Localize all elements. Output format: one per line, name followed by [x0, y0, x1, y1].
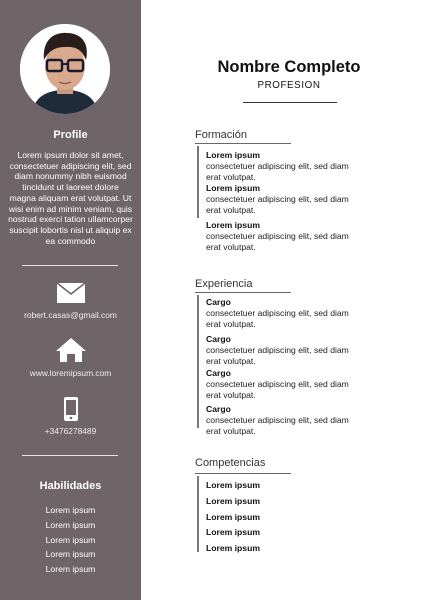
entry-title: Lorem ipsum	[206, 220, 260, 230]
skill-item: Lorem ipsum	[45, 505, 96, 515]
competencia-item: Lorem ipsum	[206, 527, 260, 537]
section-bar	[197, 476, 199, 552]
skills-list	[0, 503, 141, 577]
formacion-entry	[206, 150, 366, 182]
entry-description: consectetuer adipiscing elit, sed diam erat volutpat.	[206, 161, 349, 182]
competencia-item: Lorem ipsum	[206, 543, 260, 553]
entry-description: consectetuer adipiscing elit, sed diam erat volutpat.	[206, 194, 349, 215]
competencia-item: Lorem ipsum	[206, 480, 260, 490]
entry-title: Cargo	[206, 297, 231, 307]
entry-description: consectetuer adipiscing elit, sed diam erat volutpat.	[206, 345, 349, 366]
entry-description: consectetuer adipiscing elit, sed diam erat volutpat.	[206, 231, 349, 252]
profile-photo	[20, 24, 110, 114]
home-icon	[0, 337, 141, 363]
entry-title: Cargo	[206, 334, 231, 344]
phone-icon	[0, 397, 141, 421]
profile-text: Lorem ipsum dolor sit amet, consectetuer adipiscing elit, sed diam nonummy nibh euismod tincidunt ut laoreet dolore magna aliquam erat volutpat. Ut wisi enim ad minim veniam, quis nostrud exerci tation ullamcorper suscipit lobortis nisl ut aliquip ex ea commodo	[8, 150, 133, 246]
full-name: Nombre Completo	[217, 58, 361, 76]
section-underline	[195, 292, 291, 293]
entry-description: consectetuer adipiscing elit, sed diam erat volutpat.	[206, 308, 349, 329]
formacion-entry	[206, 183, 366, 215]
experiencia-entry	[206, 297, 366, 329]
skill-item: Lorem ipsum	[45, 549, 96, 560]
entry-title: Lorem ipsum	[206, 183, 260, 193]
skill-item: Lorem ipsum	[45, 519, 96, 530]
section-bar	[197, 295, 199, 428]
entry-title: Cargo	[206, 404, 231, 414]
person-photo-icon	[20, 24, 110, 114]
formacion-entry	[206, 220, 366, 252]
competencia-item: Lorem ipsum	[206, 496, 260, 506]
competencia-item: Lorem ipsum	[206, 512, 260, 522]
skill-item: Lorem ipsum	[45, 564, 96, 575]
divider	[243, 102, 337, 103]
entry-title: Cargo	[206, 368, 231, 378]
entry-description: consectetuer adipiscing elit, sed diam erat volutpat.	[206, 379, 349, 400]
section-underline	[195, 143, 291, 144]
divider	[22, 455, 118, 456]
section-title-competencias: Competencias	[195, 457, 266, 469]
experiencia-entry	[206, 368, 366, 400]
entry-description: consectetuer adipiscing elit, sed diam erat volutpat.	[206, 415, 349, 436]
sidebar	[0, 0, 141, 600]
experiencia-entry	[206, 334, 366, 366]
skill-item: Lorem ipsum	[45, 534, 96, 545]
section-bar	[197, 146, 199, 218]
email-text[interactable]: robert.casas@gmail.com	[24, 310, 117, 320]
profession: PROFESION	[257, 80, 321, 91]
section-title-formacion: Formación	[195, 129, 247, 141]
envelope-icon	[0, 283, 141, 303]
phone-text[interactable]: +3476278489	[44, 426, 97, 436]
section-title-experiencia: Experiencia	[195, 278, 253, 290]
section-underline	[195, 473, 291, 474]
website-text[interactable]: www.loremipsum.com	[29, 368, 112, 378]
profile-heading: Profile	[53, 129, 88, 141]
entry-title: Lorem ipsum	[206, 150, 260, 160]
divider	[22, 265, 118, 266]
experiencia-entry	[206, 404, 366, 436]
skills-heading: Habilidades	[39, 480, 102, 492]
